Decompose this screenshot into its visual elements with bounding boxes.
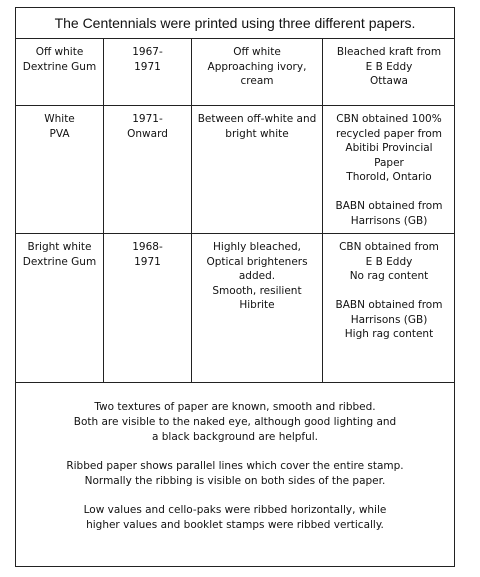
source-cell: CBN obtained from E B Eddy No rag content BABN obtained from Harrisons (GB) High rag content — [322, 234, 455, 382]
document-frame — [15, 7, 455, 567]
paper-type-cell: Bright white Dextrine Gum — [22, 241, 97, 268]
note-paragraph: Ribbed paper shows parallel lines which cover the entire stamp. Normally the ribbing is visible on both sides of the paper. — [66, 460, 404, 487]
description-cell: Between off-white and bright white — [191, 106, 322, 233]
table-row — [16, 234, 454, 383]
document-title: The Centennials were printed using three different papers. — [16, 8, 454, 39]
paper-table — [16, 39, 454, 383]
years-cell: 1967- 1971 — [103, 39, 191, 105]
note-paragraph: Two textures of paper are known, smooth and ribbed. Both are visible to the naked eye, although good lighting and a black background are helpful. — [73, 401, 397, 443]
table-row — [16, 106, 454, 234]
years-cell: 1971- Onward — [103, 106, 191, 233]
table-row — [16, 39, 454, 106]
paper-type-cell: Off white Dextrine Gum — [22, 46, 97, 73]
description-cell: Highly bleached, Optical brighteners added. Smooth, resilient Hibrite — [191, 234, 322, 382]
paper-type-cell: White PVA — [44, 113, 75, 140]
years-cell: 1968- 1971 — [103, 234, 191, 382]
source-cell: Bleached kraft from E B Eddy Ottawa — [322, 39, 455, 105]
source-cell: CBN obtained 100% recycled paper from Abitibi Provincial Paper Thorold, Ontario BABN obtained from Harrisons (GB) — [322, 106, 455, 233]
description-cell: Off white Approaching ivory, cream — [191, 39, 322, 105]
texture-notes — [16, 383, 454, 547]
note-paragraph: Low values and cello-paks were ribbed horizontally, while higher values and booklet stamps were ribbed vertically. — [83, 504, 387, 531]
